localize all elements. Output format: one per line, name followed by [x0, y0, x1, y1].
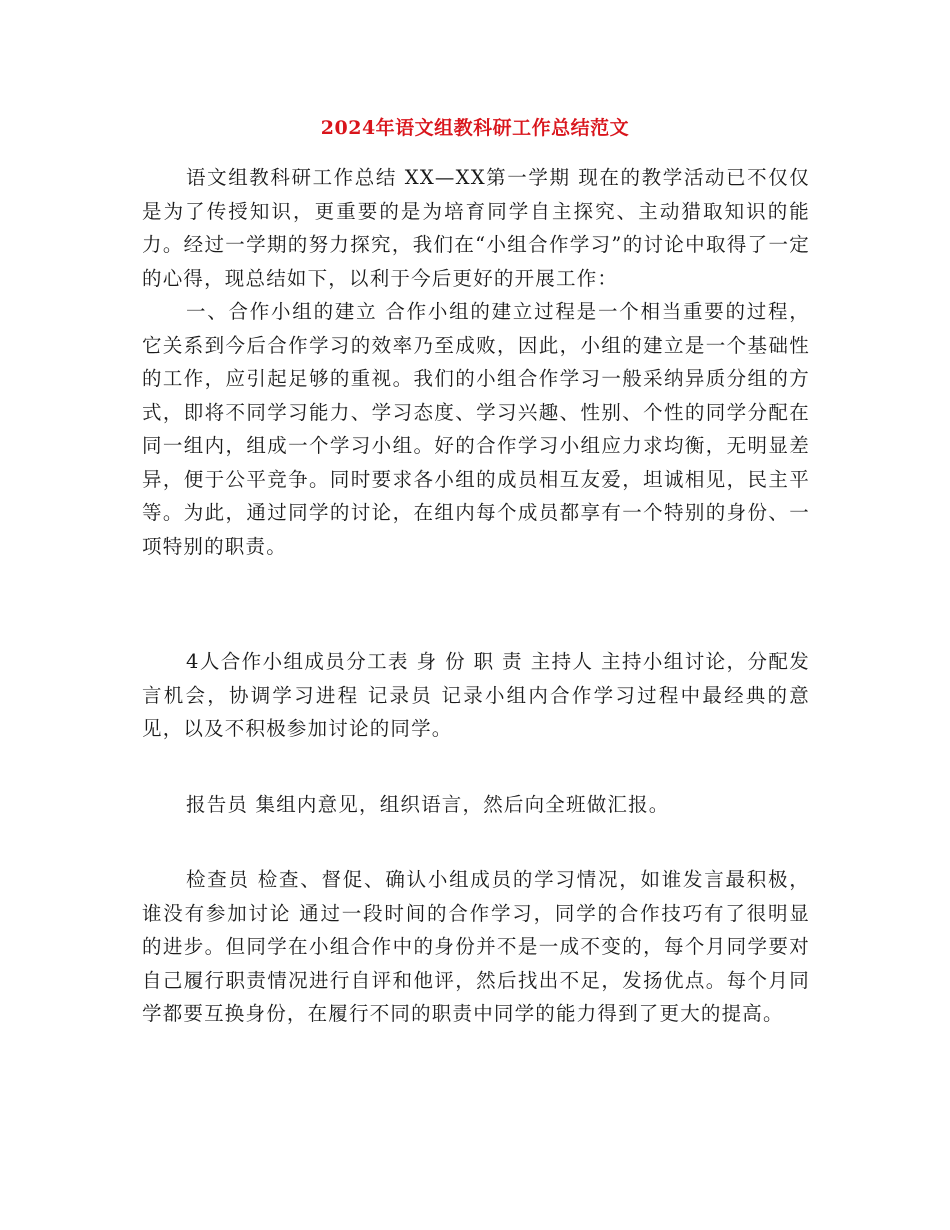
section-roles-table	[142, 645, 810, 746]
paragraph-checker: 检查员 检查、督促、确认小组成员的学习情况，如谁发言最积极，谁没有参加讨论 通过一段时间的合作学习，同学的合作技巧有了很明显的进步。但同学在小组合作中的身份并不是一成不变的，每个月同学要对自己履行职责情况进行自评和他评，然后找出不足，发扬优点。每个月同学都要互换身份，在履行不同的职责中同学的能力得到了更大的提高。	[142, 868, 810, 1025]
paragraph-roles: 4人合作小组成员分工表 身 份 职 责 主持人 主持小组讨论，分配发言机会，协调学习进程 记录员 记录小组内合作学习过程中最经典的意见，以及不积极参加讨论的同学。	[142, 650, 810, 740]
paragraph-reporter: 报告员 集组内意见，组织语言，然后向全班做汇报。	[186, 793, 670, 816]
paragraph-group-setup: 一、合作小组的建立 合作小组的建立过程是一个相当重要的过程，它关系到今后合作学习的效率乃至成败，因此，小组的建立是一个基础性的工作，应引起足够的重视。我们的小组合作学习一般采纳异质分组的方式，即将不同学习能力、学习态度、学习兴趣、性别、个性的同学分配在同一组内，组成一个学习小组。好的合作学习小组应力求均衡，无明显差异，便于公平竞争。同时要求各小组的成员相互友爱，坦诚相见，民主平等。为此，通过同学的讨论，在组内每个成员都享有一个特别的身份、一项特别的职责。	[142, 300, 810, 558]
paragraph-intro: 语文组教科研工作总结 XX—XX第一学期 现在的教学活动已不仅仅是为了传授知识，更重要的是为培育同学自主探究、主动猎取知识的能力。经过一学期的努力探究，我们在“小组合作学习”的讨论中取得了一定的心得，现总结如下，以利于今后更好的开展工作：	[142, 166, 810, 290]
section-checker	[142, 863, 810, 1031]
section-reporter	[142, 788, 810, 822]
section-intro	[142, 161, 810, 563]
document-title: 2024年语文组教科研工作总结范文	[320, 117, 630, 139]
